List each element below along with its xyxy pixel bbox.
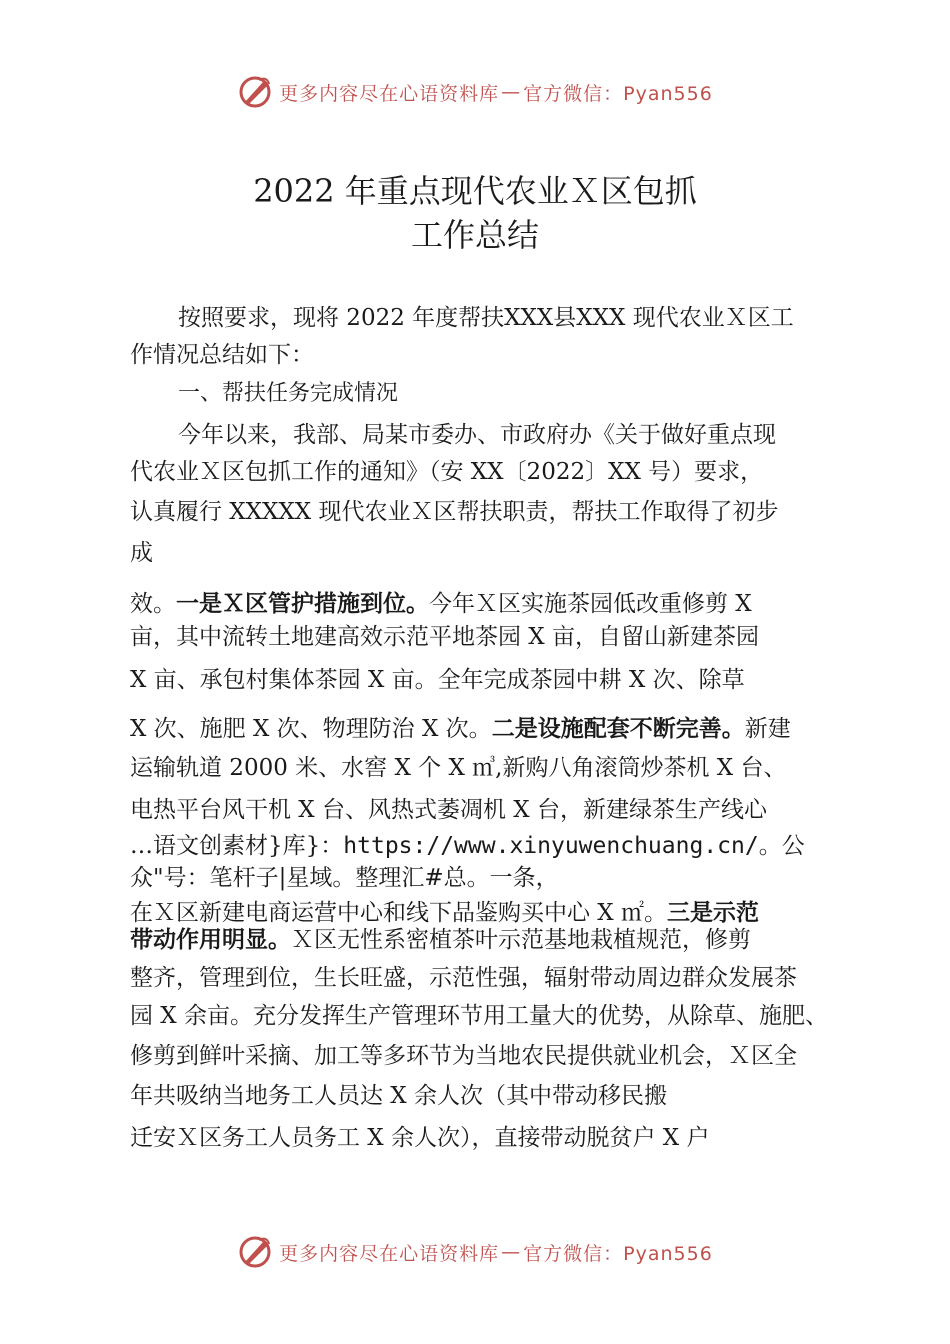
text-segment: 新建 <box>744 716 791 742</box>
banner-text: 更多内容尽在心语资料库 <box>279 1242 500 1265</box>
bold-point-3-cont: 带动作用明显。 <box>130 927 291 953</box>
bold-point-1: 一是Ｘ区管护措施到位。 <box>176 591 429 617</box>
text-segment: Ｘ区无性系密植茶叶示范基地栽植规范，修剪 <box>291 927 751 953</box>
document-title-line-1: 2022 年重点现代农业Ｘ区包抓 <box>253 172 697 210</box>
banner-separator: — <box>501 1241 522 1263</box>
pen-circle-logo-icon <box>237 1234 273 1270</box>
text-segment: 效。 <box>130 591 176 617</box>
paragraph-3-line-12: 园 X 余亩。充分发挥生产管理环节用工量大的优势，从除草、施肥、 <box>130 1003 828 1029</box>
document-title-line-2: 工作总结 <box>410 216 539 254</box>
paragraph-3-line-2: 亩，其中流转土地建高效示范平地茶园 X 亩，自留山新建茶园 <box>130 624 759 650</box>
section-heading-1: 一、帮扶任务完成情况 <box>178 381 399 406</box>
paragraph-3-line-15: 迁安Ｘ区务工人员务工 X 余人次），直接带动脱贫户 X 户 <box>130 1125 710 1151</box>
paragraph-3-line-5: 运输轨道 2000 米、水窖 X 个 X ㎥,新购八角滚筒炒茶机 X 台、 <box>130 755 787 781</box>
website-link[interactable]: https://www.xinyuwenchuang.cn/ <box>343 833 759 859</box>
banner-wechat: 官方微信：Pyan556 <box>523 82 713 105</box>
paragraph-intro-line-2: 作情况总结如下： <box>130 342 314 368</box>
paragraph-3-line-3: X 亩、承包村集体茶园 X 亩。全年完成茶园中耕 X 次、除草 <box>130 667 745 693</box>
text-segment: 今年Ｘ区实施茶园低改重修剪 X <box>429 591 752 617</box>
paragraph-2-line-3: 认真履行 XXXXX 现代农业Ｘ区帮扶职责，帮扶工作取得了初步 <box>130 499 779 525</box>
bold-point-2: 二是设施配套不断完善。 <box>491 716 745 742</box>
paragraph-3-line-14: 年共吸纳当地务工人员达 X 余人次（其中带动移民搬 <box>130 1083 667 1109</box>
paragraph-3-line-4 <box>130 713 850 745</box>
pen-circle-logo-icon <box>237 74 273 110</box>
paragraph-2-line-4: 成 <box>130 540 153 566</box>
paragraph-3-line-8: 众"号：笔杆子|星域。整理汇#总。一条， <box>130 865 559 891</box>
header-watermark-banner <box>0 70 950 114</box>
paragraph-3-line-7 <box>130 830 850 862</box>
footer-watermark-banner <box>0 1230 950 1274</box>
paragraph-3-line-6: 电热平台风干机 X 台、风热式萎凋机 X 台，新建绿茶生产线心 <box>130 797 767 823</box>
paragraph-intro-line-1: 按照要求，现将 2022 年度帮扶XXX县XXX 现代农业Ｘ区工 <box>178 305 794 331</box>
banner-separator: — <box>501 81 522 103</box>
paragraph-3-line-13: 修剪到鲜叶采摘、加工等多环节为当地农民提供就业机会，Ｘ区全 <box>130 1043 797 1069</box>
text-segment: X 次、施肥 X 次、物理防治 X 次。 <box>130 716 492 742</box>
banner-text: 更多内容尽在心语资料库 <box>279 82 500 105</box>
banner-wechat: 官方微信：Pyan556 <box>523 1242 713 1265</box>
text-segment: 在Ｘ区新建电商运营中心和线下品鉴购买中心 X ㎡。 <box>130 900 667 926</box>
paragraph-2-line-2: 代农业Ｘ区包抓工作的通知》（安 XX〔2022〕XX 号）要求， <box>130 459 764 485</box>
paragraph-3-line-1 <box>130 588 850 620</box>
text-segment: 。公 <box>758 833 805 859</box>
paragraph-2-line-1: 今年以来，我部、局某市委办、市政府办《关于做好重点现 <box>178 422 776 448</box>
text-segment: …语文创素材}库}： <box>130 833 344 859</box>
paragraph-3-line-11: 整齐，管理到位，生长旺盛，示范性强，辐射带动周边群众发展茶 <box>130 965 797 991</box>
paragraph-3-line-10 <box>130 924 850 956</box>
bold-point-3: 三是示范 <box>667 900 759 926</box>
